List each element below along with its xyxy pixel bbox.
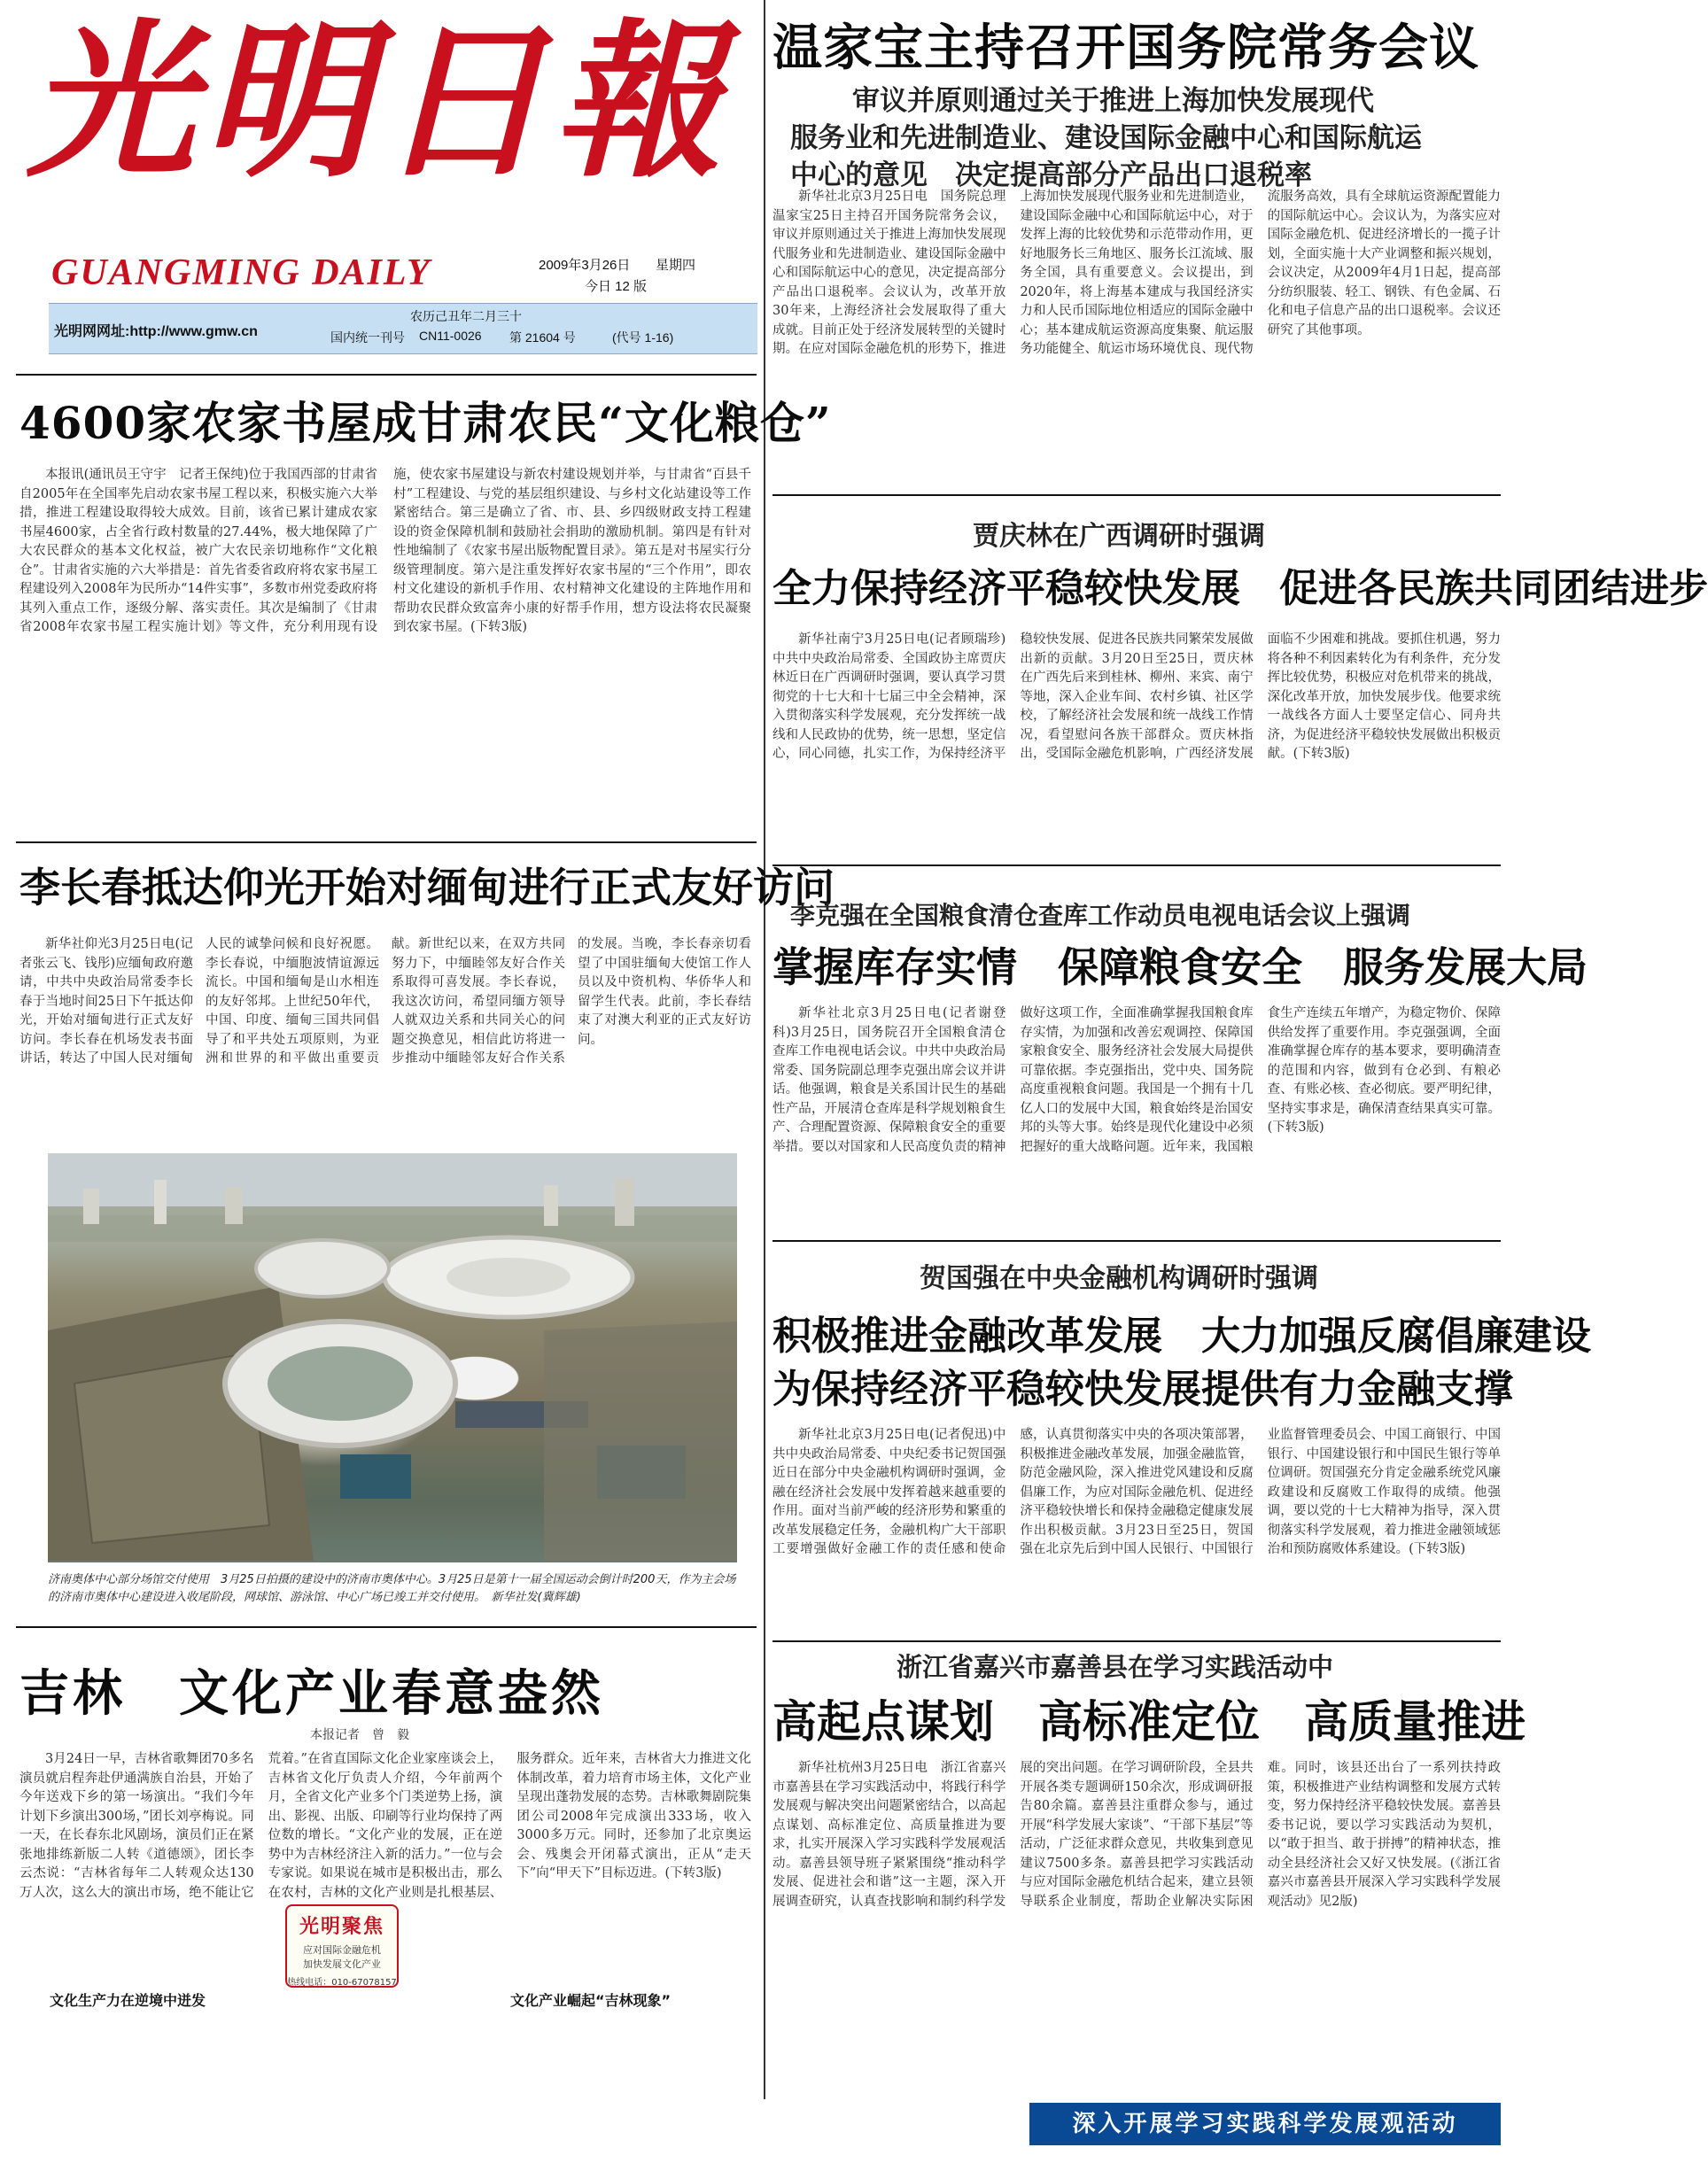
postal-code: (代号 1-16) (612, 330, 674, 345)
lead-headline[interactable]: 温家宝主持召开国务院常务会议 (772, 19, 1479, 77)
heguoqiang-kicker: 贺国强在中央金融机构调研时强调 (920, 1263, 1318, 1294)
jia-kicker: 贾庆林在广西调研时强调 (973, 521, 1265, 552)
stadium-photo-illustration (48, 1153, 737, 1562)
masthead-date: 2009年3月26日 (539, 258, 631, 273)
promo-hotline: 热线电话：010-67078157 (287, 1978, 397, 1988)
lichangchun-headline[interactable]: 李长春抵达仰光开始对缅甸进行正式友好访问 (19, 864, 835, 911)
jiaxing-body: 新华社杭州3月25日电 浙江省嘉兴市嘉善县在学习实践活动中，将践行科学发展观与解决突出问题紧密结合，以高起点谋划、高标准定位、高质量推进为要求，扎实开展深入学习实践科学发展观活动。嘉善县领导班子紧紧围绕“推动科学发展、促进社会和谐”这一主题，深入开展调查研究，认真查找影响和制约科学发展的突出问题。在学习调研阶段，全县共开展各类专题调研150余次，形成调研报告80余篇。嘉善县注重群众参与，通过开展“科学发展大家谈”、“干部下基层”等活动，广泛征求群众意见，共收集到意见建议7500多条。嘉善县把学习实践活动与应对国际金融危机结合起来，建立县领导联系企业制度，帮助企业解决实际困难。同时，该县还出台了一系列扶持政策，积极推进产业结构调整和发展方式转变，努力保持经济平稳较快发展。嘉善县委书记说，要以学习实践活动为契机，以“敢于担当、敢于拼搏”的精神状态，推动全县经济社会又好又快发展。(《浙江省嘉兴市嘉善县开展深入学习实践科学发展观活动》见2版) (772, 1761, 1501, 1909)
website-address[interactable]: 光明网网址:http://www.gmw.cn (54, 324, 258, 339)
rule-lichangchun-top (16, 841, 757, 843)
masthead-weekday: 星期四 (656, 258, 696, 273)
issue-info: 国内统一刊号 (330, 330, 405, 345)
jia-body: 新华社南宁3月25日电(记者顾瑞珍)中共中央政治局常委、全国政协主席贾庆林近日在广西调研时强调，要认真学习贯彻党的十七大和十七届三中全会精神，深入贯彻落实科学发展观，充分发挥统一战线和人民政协的优势，统一思想，坚定信心，同心同德，扎实工作，为保持经济平稳较快发展、促进各民族共同繁荣发展做出新的贡献。3月20日至25日，贾庆林在广西先后来到桂林、柳州、来宾、南宁等地，深入企业车间、农村乡镇、社区学校，了解经济社会发展和统一战线工作情况，看望慰问各族干部群众。贾庆林指出，受国际金融危机影响，广西经济发展面临不少困难和挑战。要抓住机遇，努力将各种不利因素转化为有利条件，充分发挥比较优势，积极应对危机带来的挑战，深化改革开放，加快发展步伐。他要求统一战线各方面人士要坚定信心、同舟共济，为促进经济平稳较快发展做出积极贡献。(下转3版) (772, 632, 1501, 761)
heguoqiang-headline-2[interactable]: 为保持经济平稳较快发展提供有力金融支撑 (772, 1367, 1513, 1412)
promo-title: 光明聚焦 (299, 1916, 384, 1938)
rule-gansu-top (16, 374, 757, 376)
campaign-banner[interactable]: 深入开展学习实践科学发展观活动 (1029, 2103, 1501, 2145)
heguoqiang-body: 新华社北京3月25日电(记者倪迅)中共中央政治局常委、中央纪委书记贺国强近日在部分中央金融机构调研时强调，金融在经济社会发展中发挥着越来越重要的作用。面对当前严峻的经济形势和繁重的改革发展稳定任务，金融机构广大干部职工要增强做好金融工作的责任感和使命感，认真贯彻落实中央的各项决策部署，积极推进金融改革发展，加强金融监管，防范金融风险，深入推进党风建设和反腐倡廉工作，为应对国际金融危机、促进经济平稳较快增长和保持金融稳定健康发展作出积极贡献。3月23日至25日，贺国强在北京先后到中国人民银行、中国银行业监督管理委员会、中国工商银行、中国银行、中国建设银行和中国民生银行等单位调研。贺国强充分肯定金融系统党风廉政建设和反腐败工作取得的成绩。他强调，要以党的十七大精神为指导，深入贯彻落实科学发展观，着力推进金融领域惩治和预防腐败体系建设。(下转3版) (772, 1428, 1501, 1556)
likeqiang-headline[interactable]: 掌握库存实情 保障粮食安全 服务发展大局 (772, 943, 1588, 991)
masthead-title: 光明日報 (27, 3, 729, 200)
jiaxing-kicker: 浙江省嘉兴市嘉善县在学习实践活动中 (897, 1652, 1334, 1682)
issue-number: 第 21604 号 (509, 330, 576, 345)
lead-body: 新华社北京3月25日电 国务院总理温家宝25日主持召开国务院常务会议，审议并原则通过关于推进上海加快发展现代服务业和先进制造业、建设国际金融中心和国际航运中心的意见，决定提高部分产品出口退税率。会议认为，改革开放30年来，上海经济社会发展取得了重大成就。目前正处于经济发展转型的关键时期。在应对国际金融危机的形势下，推进上海加快发展现代服务业和先进制造业，建设国际金融中心和国际航运中心，对于发挥上海的比较优势和示范带动作用，更好地服务长三角地区、服务长江流域、服务全国，具有重要意义。会议提出，到2020年，将上海基本建成与我国经济实力和人民币国际地位相适应的国际金融中心；基本建成航运资源高度集聚、航运服务功能健全、航运市场环境优良、现代物流服务高效，具有全球航运资源配置能力的国际航运中心。会议认为，为落实应对国际金融危机、促进经济增长的一揽子计划，全面实施十大产业调整和振兴规划，会议决定，从2009年4月1日起，提高部分纺织服装、轻工、钢铁、有色金属、石化和电子信息产品的出口退税率。会议还研究了其他事项。 (772, 190, 1501, 356)
jilin-subhead-2: 文化产业崛起“吉林现象” (505, 1989, 676, 2010)
lead-subhead-1: 审议并原则通过关于推进上海加快发展现代 (852, 85, 1374, 117)
masthead-english-title: GUANGMING DAILY (51, 252, 431, 293)
lichangchun-body: 新华社仰光3月25日电(记者张云飞、钱彤)应缅甸政府邀请，中共中央政治局常委李长春于当地时间25日下午抵达仰光，开始对缅甸进行正式友好访问。李长春在机场发表书面讲话，转达了中国人民对缅甸人民的诚挚问候和良好祝愿。李长春说，中缅胞波情谊源远流长。中国和缅甸是山水相连的友好邻邦。上世纪50年代，中国、印度、缅甸三国共同倡导了和平共处五项原则，为亚洲和世界的和平做出重要贡献。新世纪以来，在双方共同努力下，中缅睦邻友好合作关系取得可喜发展。李长春说，我这次访问，希望同缅方领导人就双边关系和共同关心的问题交换意见，相信此访将进一步推动中缅睦邻友好合作关系的发展。当晚，李长春亲切看望了中国驻缅甸大使馆工作人员以及中资机构、华侨华人和留学生代表。此前，李长春结束了对澳大利亚的正式友好访问。 (19, 937, 751, 1066)
promo-line-1: 应对国际金融危机 (303, 1944, 381, 1956)
photo-caption: 济南奥体中心部分场馆交付使用 3月25日拍摄的建设中的济南市奥体中心。3月25日是第十一届全国运动会倒计时200天，作为主会场的济南市奥体中心建设进入收尾阶段，网球馆、游泳馆、中心广场已竣工并交付使用。 新华社发(冀辉雄) (48, 1573, 736, 1604)
likeqiang-body: 新华社北京3月25日电(记者谢登科)3月25日，国务院召开全国粮食清仓查库工作电视电话会议。中共中央政治局常委、国务院副总理李克强出席会议并讲话。他强调，粮食是关系国计民生的基础性产品，开展清仓查库是科学规划粮食生产、合理配置资源、保障粮食安全的重要举措。要以对国家和人民高度负责的精神做好这项工作，全面准确掌握我国粮食库存实情，为加强和改善宏观调控、保障国家粮食安全、服务经济社会发展大局提供可靠依据。李克强指出，党中央、国务院高度重视粮食问题。我国是一个拥有十几亿人口的发展中大国，粮食始终是治国安邦的头等大事。始终是现代化建设中必须把握好的重大战略问题。近年来，我国粮食生产连续五年增产，为稳定物价、保障供给发挥了重要作用。李克强强调，全面准确掌握仓库存的基本要求，要明确清查的范围和内容，做到有仓必到、有粮必查、有账必核、查必彻底。要严明纪律，坚持实事求是，确保清查结果真实可靠。(下转3版) (772, 1006, 1501, 1154)
issn-number: CN11-0026 (419, 329, 482, 343)
heguoqiang-headline-1[interactable]: 积极推进金融改革发展 大力加强反腐倡廉建设 (772, 1314, 1591, 1359)
rule-jiaxing-top (772, 1640, 1501, 1642)
jia-headline[interactable]: 全力保持经济平稳较快发展 促进各民族共同团结进步 (772, 566, 1708, 611)
jilin-body: 3月24日一早，吉林省歌舞团70多名演员就启程奔赴伊通满族自治县，开始了今年送戏下乡的第一场演出。“我们今年计划下乡演出300场，”团长刘亭梅说。同一天，在长春东北风剧场，演员们正在紧张地排练新版二人转《道德颂》，团长李云杰说：“吉林省每年二人转观众达130万人次，这么大的演出市场，绝不能让它荒着。”在省直国际文化企业家座谈会上，吉林省文化厅负责人介绍，今年前两个月，全省文化产业多个门类逆势上扬，演出、影视、出版、印刷等行业均保持了两位数的增长。“文化产业的发展，正在逆势中为吉林经济注入新的活力。”一位与会专家说。如果说在城市是积极出击，那么在农村，吉林的文化产业则是扎根基层、服务群众。近年来，吉林省大力推进文化体制改革，着力培育市场主体，文化产业呈现出蓬勃发展的态势。吉林歌舞剧院集团公司2008年完成演出333场，收入3000多万元。同时，还参加了北京奥运会、残奥会开闭幕式演出，正从“走天下”向“甲天下”目标迈进。(下转3版) (19, 1752, 751, 1900)
column-divider (764, 0, 765, 2099)
rule-heguoqiang-top (772, 1240, 1501, 1242)
jilin-byline: 本报记者 曾 毅 (310, 1728, 409, 1742)
likeqiang-kicker: 李克强在全国粮食清仓查库工作动员电视电话会议上强调 (790, 901, 1411, 930)
masthead-info-bar (49, 303, 757, 354)
stadium-photo[interactable] (48, 1153, 737, 1562)
jilin-subhead-1: 文化生产力在逆境中迸发 (44, 1989, 211, 2010)
masthead-page-count: 今日 12 版 (585, 279, 648, 294)
lunar-date: 农历己丑年二月三十 (410, 309, 522, 323)
jiaxing-headline[interactable]: 高起点谋划 高标准定位 高质量推进 (772, 1695, 1526, 1748)
lead-subhead-2: 服务业和先进制造业、建设国际金融中心和国际航运 (790, 122, 1422, 154)
rule-jia-top (772, 494, 1501, 496)
gansu-body: 本报讯(通讯员王守宇 记者王保纯)位于我国西部的甘肃省自2005年在全国率先启动农家书屋工程以来，积极实施六大举措，推进工程建设取得较大成效。目前，该省已累计建成农家书屋4600家，占全省行政村数量的27.44%，极大地保障了广大农民群众的基本文化权益，被广大农民亲切地称作“文化粮仓”。甘肃省实施的六大举措是：首先省委省政府将农家书屋工程建设列入2008年为民所办“14件实事”，多数市州党委政府将其列入重点工作，逐级分解、落实责任。其次是编制了《甘肃省2008年农家书屋工程实施计划》等文件，充分利用现有设施，使农家书屋建设与新农村建设规划并举，与甘肃省“百县千村”工程建设、与党的基层组织建设、与乡村文化站建设等工作紧密结合。第三是确立了省、市、县、乡四级财政支持工程建设的资金保障机制和鼓励社会捐助的激励机制。第四是有针对性地编制了《农家书屋出版物配置目录》。第五是对书屋实行分级管理制度。第六是注重发挥好农家书屋的“三个作用”，即农村文化建设的新机手作用、农村精神文化建设的主阵地作用和帮助农民群众致富奔小康的好帮手作用，想方设法将农民凝聚到农家书屋。(下转3版) (19, 468, 751, 634)
rule-likeqiang-top (772, 864, 1501, 866)
rule-jilin-top (16, 1626, 757, 1628)
jilin-headline[interactable]: 吉林 文化产业春意盎然 (19, 1664, 604, 1723)
lead-subhead-3: 中心的意见 决定提高部分产品出口退税率 (790, 159, 1312, 191)
promo-line-2: 加快发展文化产业 (303, 1958, 381, 1970)
gansu-headline[interactable]: 4600家农家书屋成甘肃农民“文化粮仓” (19, 397, 832, 449)
promo-badge[interactable] (285, 1904, 399, 1988)
